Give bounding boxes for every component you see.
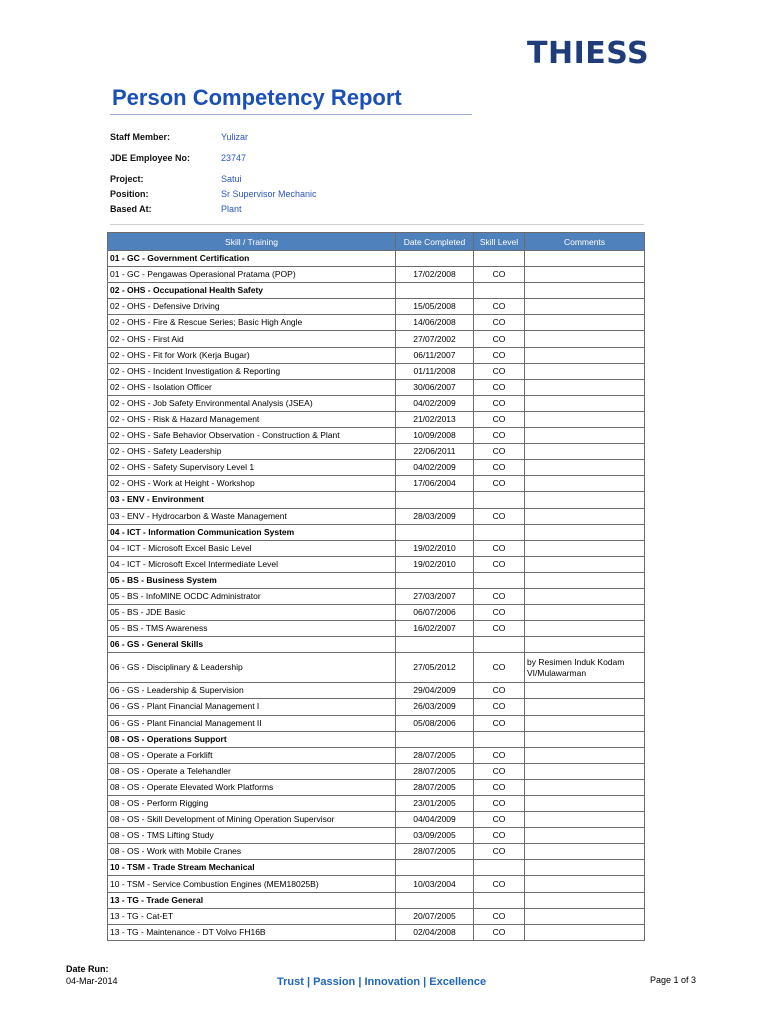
comment-cell: by Resimen Induk Kodam VI/Mulawarman	[525, 653, 645, 683]
comment-cell	[525, 812, 645, 828]
table-row	[108, 876, 645, 892]
comment-cell	[525, 796, 645, 812]
comment-cell	[525, 508, 645, 524]
skill-cell: 08 - OS - Operate Elevated Work Platforms	[108, 779, 396, 795]
skill-cell: 13 - TG - Trade General	[108, 892, 396, 908]
date-cell: 01/11/2008	[396, 363, 474, 379]
date-cell	[396, 892, 474, 908]
table-row	[108, 379, 645, 395]
date-cell: 28/07/2005	[396, 779, 474, 795]
comment-cell	[525, 283, 645, 299]
date-cell: 17/06/2004	[396, 476, 474, 492]
skill-cell: 08 - OS - Operate a Forklift	[108, 747, 396, 763]
level-cell: CO	[474, 444, 525, 460]
table-row	[108, 315, 645, 331]
company-tagline: Trust | Passion | Innovation | Excellence	[277, 976, 487, 988]
level-cell	[474, 524, 525, 540]
skill-cell: 02 - OHS - Work at Height - Workshop	[108, 476, 396, 492]
date-cell: 06/07/2006	[396, 605, 474, 621]
comment-cell	[525, 444, 645, 460]
skill-cell: 02 - OHS - Isolation Officer	[108, 379, 396, 395]
skill-cell: 06 - GS - Leadership & Supervision	[108, 683, 396, 699]
skill-cell: 06 - GS - Disciplinary & Leadership	[108, 653, 396, 683]
table-row	[108, 267, 645, 283]
column-header-comments: Comments	[525, 233, 645, 251]
category-row	[108, 492, 645, 508]
comment-cell	[525, 715, 645, 731]
level-cell: CO	[474, 779, 525, 795]
comment-cell	[525, 524, 645, 540]
skill-cell: 02 - OHS - First Aid	[108, 331, 396, 347]
skill-cell: 10 - TSM - Trade Stream Mechanical	[108, 860, 396, 876]
date-cell	[396, 572, 474, 588]
comment-cell	[525, 267, 645, 283]
skill-cell: 02 - OHS - Occupational Health Safety	[108, 283, 396, 299]
level-cell	[474, 283, 525, 299]
level-cell: CO	[474, 588, 525, 604]
comment-cell	[525, 411, 645, 427]
level-cell	[474, 892, 525, 908]
skill-cell: 08 - OS - Perform Rigging	[108, 796, 396, 812]
employee-no-label: JDE Employee No:	[110, 153, 191, 163]
table-row	[108, 540, 645, 556]
level-cell: CO	[474, 653, 525, 683]
competency-table	[107, 232, 645, 941]
comment-cell	[525, 379, 645, 395]
level-cell: CO	[474, 796, 525, 812]
skill-cell: 08 - OS - Skill Development of Mining Operation Supervisor	[108, 812, 396, 828]
comment-cell	[525, 588, 645, 604]
table-row	[108, 747, 645, 763]
date-cell: 23/01/2005	[396, 796, 474, 812]
table-row	[108, 347, 645, 363]
report-title: Person Competency Report	[112, 85, 402, 110]
table-row	[108, 908, 645, 924]
table-row	[108, 699, 645, 715]
category-row	[108, 860, 645, 876]
skill-cell: 02 - OHS - Fit for Work (Kerja Bugar)	[108, 347, 396, 363]
table-row	[108, 653, 645, 683]
date-cell: 06/11/2007	[396, 347, 474, 363]
level-cell: CO	[474, 540, 525, 556]
skill-cell: 02 - OHS - Safety Leadership	[108, 444, 396, 460]
date-cell: 05/08/2006	[396, 715, 474, 731]
table-row	[108, 796, 645, 812]
date-run-label: Date Run:	[66, 964, 109, 974]
date-cell	[396, 524, 474, 540]
level-cell: CO	[474, 621, 525, 637]
category-row	[108, 892, 645, 908]
based-at-label: Based At:	[110, 204, 152, 214]
level-cell: CO	[474, 363, 525, 379]
skill-cell: 08 - OS - Operate a Telehandler	[108, 763, 396, 779]
table-row	[108, 715, 645, 731]
level-cell: CO	[474, 699, 525, 715]
skill-cell: 03 - ENV - Hydrocarbon & Waste Management	[108, 508, 396, 524]
info-divider	[110, 224, 644, 225]
table-row	[108, 411, 645, 427]
table-row	[108, 363, 645, 379]
level-cell	[474, 731, 525, 747]
skill-cell: 08 - OS - Operations Support	[108, 731, 396, 747]
skill-cell: 08 - OS - TMS Lifting Study	[108, 828, 396, 844]
date-cell	[396, 492, 474, 508]
date-cell: 10/03/2004	[396, 876, 474, 892]
date-cell: 02/04/2008	[396, 924, 474, 940]
table-row	[108, 683, 645, 699]
date-cell: 16/02/2007	[396, 621, 474, 637]
date-cell: 04/02/2009	[396, 395, 474, 411]
table-row	[108, 508, 645, 524]
date-cell: 19/02/2010	[396, 556, 474, 572]
skill-cell: 02 - OHS - Defensive Driving	[108, 299, 396, 315]
level-cell: CO	[474, 924, 525, 940]
date-cell: 28/03/2009	[396, 508, 474, 524]
date-cell: 27/05/2012	[396, 653, 474, 683]
level-cell: CO	[474, 476, 525, 492]
project-value: Satui	[221, 174, 242, 184]
table-row	[108, 621, 645, 637]
comment-cell	[525, 892, 645, 908]
level-cell: CO	[474, 428, 525, 444]
date-cell: 27/03/2007	[396, 588, 474, 604]
skill-cell: 05 - BS - InfoMINE OCDC Administrator	[108, 588, 396, 604]
date-cell: 30/06/2007	[396, 379, 474, 395]
skill-cell: 06 - GS - Plant Financial Management II	[108, 715, 396, 731]
date-cell	[396, 860, 474, 876]
date-cell: 21/02/2013	[396, 411, 474, 427]
staff-member-value: Yulizar	[221, 132, 249, 142]
skill-cell: 02 - OHS - Safety Supervisory Level 1	[108, 460, 396, 476]
level-cell	[474, 251, 525, 267]
skill-cell: 04 - ICT - Information Communication System	[108, 524, 396, 540]
level-cell: CO	[474, 331, 525, 347]
project-label: Project:	[110, 174, 144, 184]
comment-cell	[525, 363, 645, 379]
level-cell: CO	[474, 828, 525, 844]
column-header-date: Date Completed	[396, 233, 474, 251]
level-cell: CO	[474, 715, 525, 731]
skill-cell: 13 - TG - Cat-ET	[108, 908, 396, 924]
comment-cell	[525, 299, 645, 315]
date-cell: 19/02/2010	[396, 540, 474, 556]
table-row	[108, 779, 645, 795]
date-cell: 03/09/2005	[396, 828, 474, 844]
date-cell: 15/05/2008	[396, 299, 474, 315]
level-cell: CO	[474, 763, 525, 779]
table-row	[108, 828, 645, 844]
skill-cell: 06 - GS - Plant Financial Management I	[108, 699, 396, 715]
level-cell: CO	[474, 267, 525, 283]
comment-cell	[525, 699, 645, 715]
level-cell: CO	[474, 683, 525, 699]
comment-cell	[525, 556, 645, 572]
table-row	[108, 588, 645, 604]
table-row	[108, 460, 645, 476]
date-cell	[396, 731, 474, 747]
category-row	[108, 524, 645, 540]
comment-cell	[525, 492, 645, 508]
skill-cell: 06 - GS - General Skills	[108, 637, 396, 653]
skill-cell: 02 - OHS - Job Safety Environmental Analysis (JSEA)	[108, 395, 396, 411]
comment-cell	[525, 315, 645, 331]
table-row	[108, 924, 645, 940]
date-cell: 20/07/2005	[396, 908, 474, 924]
category-row	[108, 283, 645, 299]
table-row	[108, 605, 645, 621]
level-cell: CO	[474, 379, 525, 395]
level-cell: CO	[474, 395, 525, 411]
table-row	[108, 556, 645, 572]
skill-cell: 10 - TSM - Service Combustion Engines (MEM18025B)	[108, 876, 396, 892]
level-cell: CO	[474, 508, 525, 524]
skill-cell: 13 - TG - Maintenance - DT Volvo FH16B	[108, 924, 396, 940]
table-row	[108, 428, 645, 444]
date-cell: 28/07/2005	[396, 763, 474, 779]
comment-cell	[525, 828, 645, 844]
skill-cell: 05 - BS - TMS Awareness	[108, 621, 396, 637]
comment-cell	[525, 763, 645, 779]
table-body	[108, 251, 645, 941]
comment-cell	[525, 747, 645, 763]
skill-cell: 05 - BS - Business System	[108, 572, 396, 588]
skill-cell: 02 - OHS - Fire & Rescue Series; Basic High Angle	[108, 315, 396, 331]
comment-cell	[525, 395, 645, 411]
comment-cell	[525, 331, 645, 347]
level-cell: CO	[474, 347, 525, 363]
category-row	[108, 251, 645, 267]
table-row	[108, 299, 645, 315]
date-cell: 28/07/2005	[396, 844, 474, 860]
comment-cell	[525, 476, 645, 492]
skill-cell: 01 - GC - Government Certification	[108, 251, 396, 267]
comment-cell	[525, 924, 645, 940]
date-cell: 04/02/2009	[396, 460, 474, 476]
table-row	[108, 812, 645, 828]
comment-cell	[525, 605, 645, 621]
comment-cell	[525, 779, 645, 795]
level-cell: CO	[474, 908, 525, 924]
level-cell: CO	[474, 812, 525, 828]
based-at-value: Plant	[221, 204, 242, 214]
skill-cell: 08 - OS - Work with Mobile Cranes	[108, 844, 396, 860]
level-cell: CO	[474, 315, 525, 331]
date-cell: 22/06/2011	[396, 444, 474, 460]
level-cell	[474, 637, 525, 653]
comment-cell	[525, 860, 645, 876]
skill-cell: 02 - OHS - Safe Behavior Observation - Construction & Plant	[108, 428, 396, 444]
comment-cell	[525, 540, 645, 556]
skill-cell: 03 - ENV - Environment	[108, 492, 396, 508]
category-row	[108, 637, 645, 653]
table-row	[108, 395, 645, 411]
level-cell: CO	[474, 460, 525, 476]
level-cell: CO	[474, 844, 525, 860]
company-logo: THIESS	[527, 36, 650, 71]
table-header-row	[108, 233, 645, 251]
skill-cell: 01 - GC - Pengawas Operasional Pratama (POP)	[108, 267, 396, 283]
date-cell: 14/06/2008	[396, 315, 474, 331]
staff-member-label: Staff Member:	[110, 132, 171, 142]
skill-cell: 05 - BS - JDE Basic	[108, 605, 396, 621]
level-cell: CO	[474, 605, 525, 621]
page-number: Page 1 of 3	[650, 975, 697, 985]
comment-cell	[525, 621, 645, 637]
date-cell	[396, 637, 474, 653]
table-row	[108, 444, 645, 460]
comment-cell	[525, 637, 645, 653]
date-cell: 29/04/2009	[396, 683, 474, 699]
comment-cell	[525, 731, 645, 747]
date-cell: 27/07/2002	[396, 331, 474, 347]
comment-cell	[525, 572, 645, 588]
date-cell: 26/03/2009	[396, 699, 474, 715]
date-cell	[396, 283, 474, 299]
table-row	[108, 476, 645, 492]
date-run-value: 04-Mar-2014	[66, 976, 118, 986]
comment-cell	[525, 347, 645, 363]
comment-cell	[525, 428, 645, 444]
comment-cell	[525, 908, 645, 924]
comment-cell	[525, 876, 645, 892]
skill-cell: 02 - OHS - Risk & Hazard Management	[108, 411, 396, 427]
category-row	[108, 572, 645, 588]
comment-cell	[525, 844, 645, 860]
table-row	[108, 331, 645, 347]
level-cell	[474, 572, 525, 588]
level-cell	[474, 492, 525, 508]
employee-no-value: 23747	[221, 153, 247, 163]
level-cell: CO	[474, 299, 525, 315]
comment-cell	[525, 683, 645, 699]
level-cell: CO	[474, 411, 525, 427]
skill-cell: 04 - ICT - Microsoft Excel Intermediate Level	[108, 556, 396, 572]
title-underline	[110, 114, 472, 115]
level-cell	[474, 860, 525, 876]
column-header-level: Skill Level	[474, 233, 525, 251]
skill-cell: 02 - OHS - Incident Investigation & Reporting	[108, 363, 396, 379]
level-cell: CO	[474, 876, 525, 892]
position-label: Position:	[110, 189, 149, 199]
column-header-skill: Skill / Training	[108, 233, 396, 251]
comment-cell	[525, 460, 645, 476]
level-cell: CO	[474, 747, 525, 763]
category-row	[108, 731, 645, 747]
level-cell: CO	[474, 556, 525, 572]
date-cell: 28/07/2005	[396, 747, 474, 763]
date-cell: 10/09/2008	[396, 428, 474, 444]
date-cell	[396, 251, 474, 267]
comment-cell	[525, 251, 645, 267]
date-cell: 04/04/2009	[396, 812, 474, 828]
skill-cell: 04 - ICT - Microsoft Excel Basic Level	[108, 540, 396, 556]
date-cell: 17/02/2008	[396, 267, 474, 283]
table-row	[108, 844, 645, 860]
table-row	[108, 763, 645, 779]
position-value: Sr Supervisor Mechanic	[221, 189, 317, 199]
